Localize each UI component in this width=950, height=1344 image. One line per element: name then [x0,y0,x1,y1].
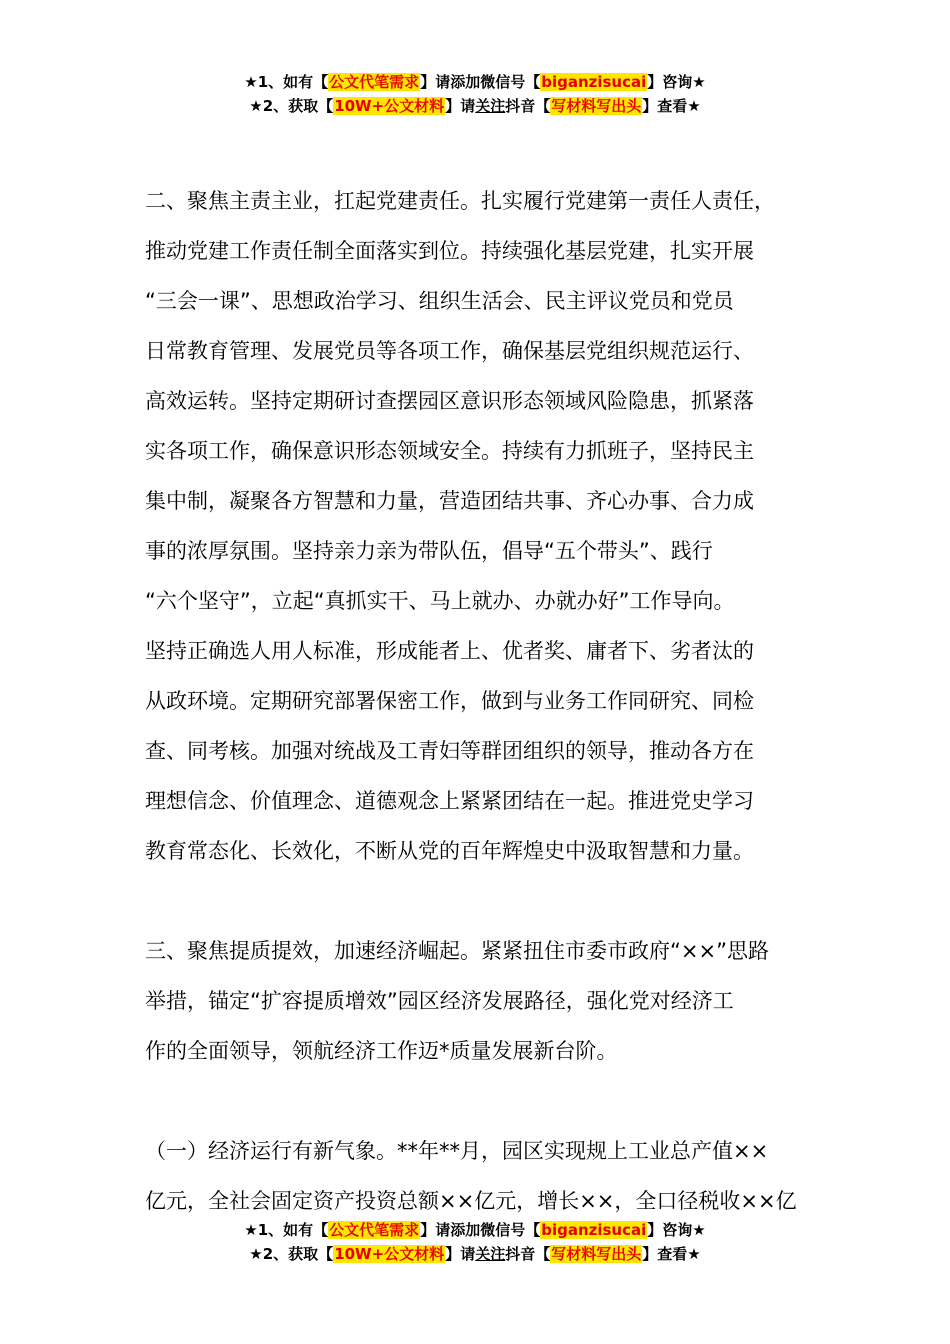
header-promo-line-2 [0,94,950,118]
banner-text: 】请添加微信号【 [420,1221,541,1239]
paragraph-section-3-1 [145,1126,845,1226]
text-line: 举措，锚定“扩容提质增效”园区经济发展路径，强化党对经济工 [145,989,734,1013]
document-body [145,176,845,1226]
text-line: 查、同考核。加强对统战及工青妇等群团组织的领导，推动各方在 [145,739,754,763]
footer-promo-banner [0,1218,950,1266]
banner-text: 】请 [445,97,476,115]
banner-text: 】查看★ [642,97,701,115]
text-line: 日常教育管理、发展党员等各项工作，确保基层党组织规范运行、 [145,339,754,363]
paragraph-section-2 [145,176,845,876]
banner-text: ★2、获取【 [249,1245,334,1263]
text-line: 高效运转。坚持定期研讨查摆园区意识形态领域风险隐患，抓紧落 [145,389,754,413]
text-line: 亿元，全社会固定资产投资总额××亿元，增长××，全口径税收××亿 [145,1189,797,1213]
banner-text: 】请 [445,1245,476,1263]
header-promo-line-1 [0,70,950,94]
text-line: 事的浓厚氛围。坚持亲力亲为带队伍，倡导“五个带头”、践行 [145,539,713,563]
paragraph-section-3 [145,926,845,1076]
banner-text: ★1、如有【 [244,1221,329,1239]
highlight-douyin-account: 写材料写出头 [551,1245,642,1263]
text-line: 从政环境。定期研究部署保密工作，做到与业务工作同研究、同检 [145,689,754,713]
text-line: 推动党建工作责任制全面落实到位。持续强化基层党建，扎实开展 [145,239,754,263]
banner-text: ★2、获取【 [249,97,334,115]
header-promo-banner [0,70,950,118]
banner-text: 抖音【 [505,1245,551,1263]
text-line: （一）经济运行有新气象。**年**月，园区实现规上工业总产值×× [145,1139,769,1163]
text-line: 二、聚焦主责主业，扛起党建责任。扎实履行党建第一责任人责任， [145,189,775,213]
highlight-douyin-account: 写材料写出头 [551,97,642,115]
text-line: 坚持正确选人用人标准，形成能者上、优者奖、庸者下、劣者汰的 [145,639,754,663]
paragraph-spacer [145,1076,845,1126]
banner-text: 抖音【 [505,97,551,115]
text-line: “六个坚守”，立起“真抓实干、马上就办、办就办好”工作导向。 [145,589,735,613]
highlight-ghostwriting: 公文代笔需求 [329,73,420,91]
highlight-materials: 10W+公文材料 [334,97,445,115]
footer-promo-line-1 [0,1218,950,1242]
banner-text: ★1、如有【 [244,73,329,91]
footer-promo-line-2 [0,1242,950,1266]
text-line: 作的全面领导，领航经济工作迈*质量发展新台阶。 [145,1039,618,1063]
banner-text: 】请添加微信号【 [420,73,541,91]
text-line: 教育常态化、长效化，不断从党的百年辉煌史中汲取智慧和力量。 [145,839,754,863]
banner-text: 】咨询★ [647,1221,706,1239]
text-line: 三、聚焦提质提效，加速经济崛起。紧紧扭住市委市政府“××”思路 [145,939,769,963]
paragraph-spacer [145,876,845,926]
text-line: 集中制，凝聚各方智慧和力量，营造团结共事、齐心办事、合力成 [145,489,754,513]
highlight-wechat-id: biganzisucai [541,1221,647,1239]
highlight-materials: 10W+公文材料 [334,1245,445,1263]
banner-text: 】咨询★ [647,73,706,91]
text-line: 理想信念、价值理念、道德观念上紧紧团结在一起。推进党史学习 [145,789,754,813]
underlined-follow: 关注 [475,97,506,115]
text-line: “三会一课”、思想政治学习、组织生活会、民主评议党员和党员 [145,289,734,313]
highlight-ghostwriting: 公文代笔需求 [329,1221,420,1239]
text-line: 实各项工作，确保意识形态领域安全。持续有力抓班子，坚持民主 [145,439,754,463]
highlight-wechat-id: biganzisucai [541,73,647,91]
underlined-follow: 关注 [475,1245,506,1263]
banner-text: 】查看★ [642,1245,701,1263]
